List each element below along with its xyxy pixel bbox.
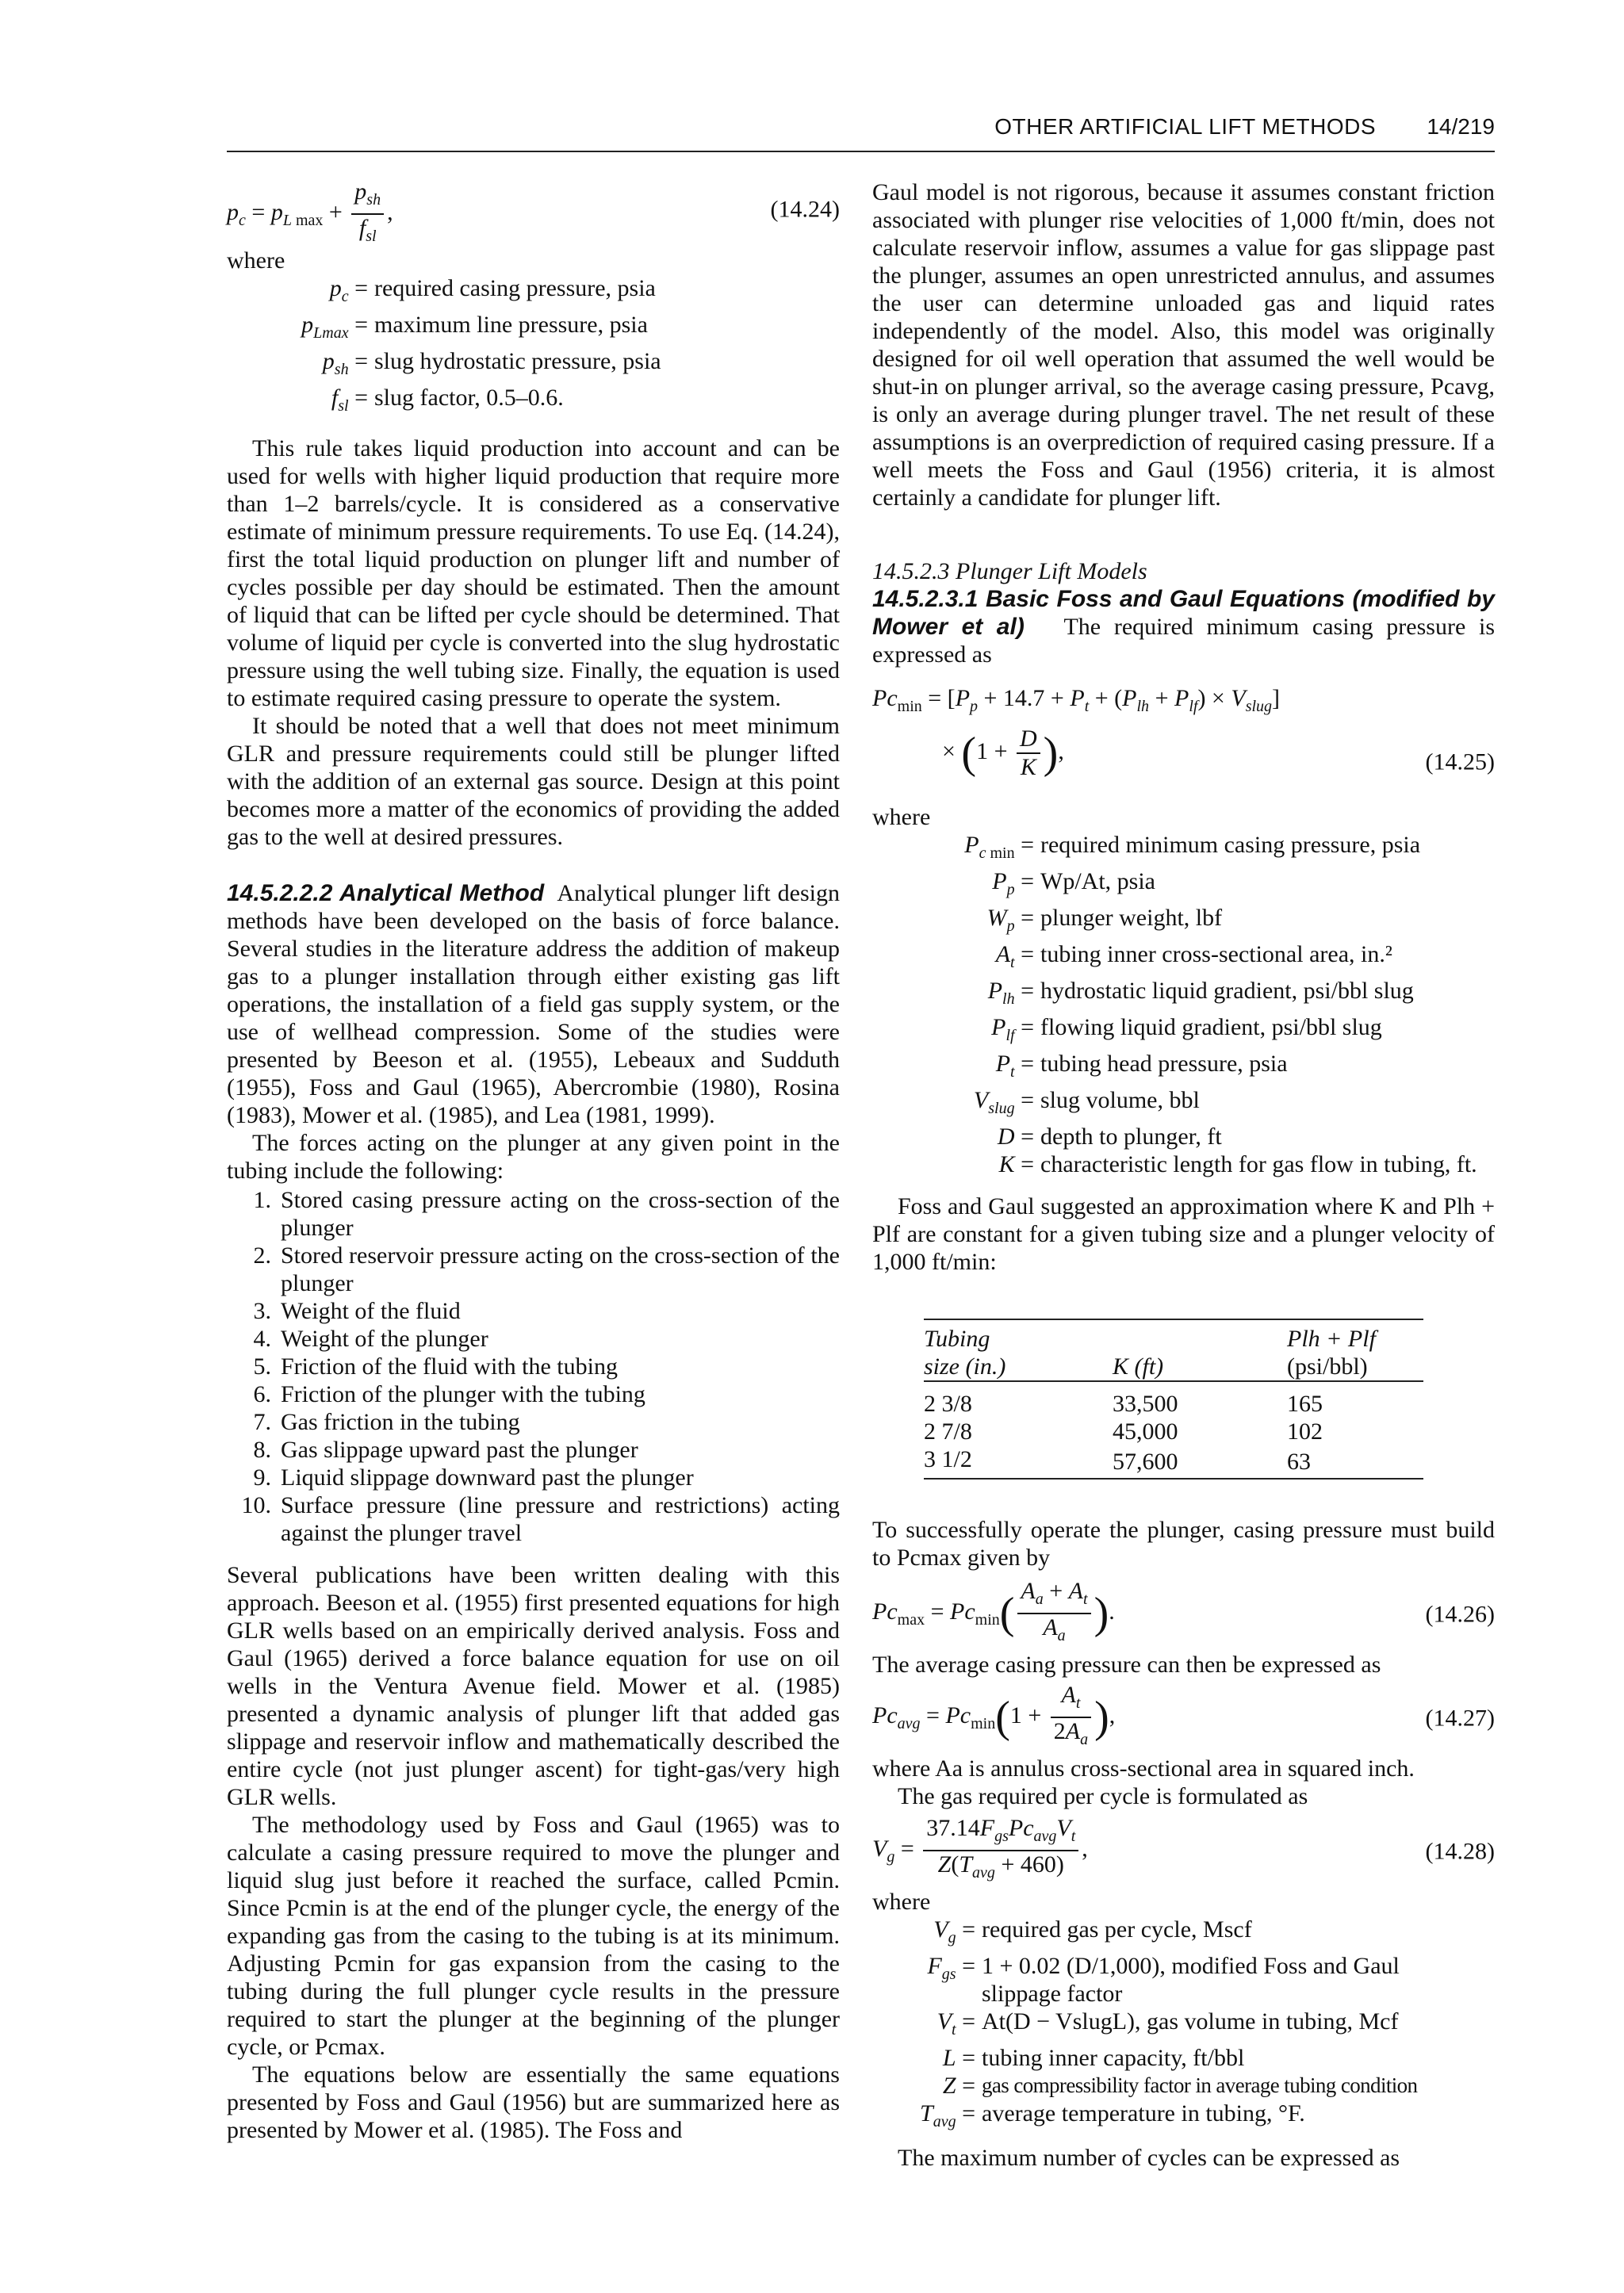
where-def: At(D − VslugL), gas volume in tubing, Mcf	[982, 2008, 1399, 2035]
list-item: 1. Stored casing pressure acting on the cross-section of the plunger	[253, 1187, 840, 1241]
running-title: OTHER ARTIFICIAL LIFT METHODS	[994, 114, 1376, 139]
page-number: 14/219	[1427, 114, 1495, 139]
equation-14-24: $p_c = p_L$ $_{max}$ + $\frac{p_{sh}}{f_{sl}}$ , (14.24)	[227, 178, 840, 245]
left-column	[227, 178, 840, 2144]
paragraph: Gaul model is not rigorous, because it assumes constant friction associated with plunger rise velocities of 1,000 ft/min, does not calculate reservoir inflow, assumes a value for gas slippage past the plunger, assumes an open unrestricted annulus, and assumes the user can determine unloaded gas and liquid rates independently of the model. Also, this model was originally designed for oil well operation that assumed the well would be shut-in on plunger arrival, so the average casing pressure, Pcavg, is only an average during plunger travel. The net result of these assumptions is an overprediction of required casing pressure. If a well meets the Foss and Gaul (1956) criteria, it is almost certainly a candidate for plunger lift.	[872, 179, 1495, 511]
equation-number: (14.27)	[1425, 1705, 1495, 1732]
equation-14-27: $Pc_{avg} = Pc_{min}(1$ + $\frac{A_t}{2A_a}$ ), (14.27)	[872, 1682, 1495, 1748]
equation-number: (14.28)	[1425, 1838, 1495, 1865]
where-def: slug volume, bbl	[1040, 1087, 1200, 1113]
where-label: where	[872, 1889, 931, 1915]
paragraph: The forces acting on the plunger at any given point in the tubing include the following:	[227, 1130, 840, 1184]
where-list: $p_c$ = required casing pressure, psia $p_{Lmax}$ = maximum line pressure, psia $p_{sh}$ = slug hydrostatic pressure, psia $f_{sl}$ = slug factor, 0.5–0.6.	[227, 274, 840, 420]
where-def: tubing inner capacity, ft/bbl	[982, 2045, 1245, 2071]
paragraph: where Aa is annulus cross-sectional area in squared inch.	[872, 1755, 1415, 1782]
section-heading: 14.5.2.2.2 Analytical Method	[227, 880, 545, 906]
list-item: 6. Friction of the plunger with the tubing	[253, 1381, 645, 1407]
table-row: 2 7/8 45,000 102	[924, 1418, 1323, 1445]
where-def: plunger weight, lbf	[1040, 905, 1223, 931]
paragraph: The equations below are essentially the same equations presented by Foss and Gaul (1956) but are summarized here as presented by Mower et al. (1985). The Foss and	[227, 2061, 840, 2143]
where-list: $P_c$ $_{min}$ = required minimum casing pressure, psia $P_p$ = Wp/At, psia $W_p$ = plunger weight, lbf $A_t$ = tubing inner cross-sectional area, in.² $P_{lh}$ = hydrostatic liquid gradient, psi/bbl slug $P_{lf}$ = flowing liquid gradient, psi/bbl slug $P_t$ = tubing head pressure, psia $V_{slug}$ = slug volume, bbl D = depth to plunger, ft K = characteristic length for gas flow in tubing, ft.	[964, 832, 1477, 1177]
paragraph: The gas required per cycle is formulated as	[898, 1783, 1308, 1809]
list-item: 3. Weight of the fluid	[253, 1298, 461, 1324]
where-def: characteristic length for gas flow in tubing, ft.	[1040, 1151, 1477, 1177]
where-def: flowing liquid gradient, psi/bbl slug	[1040, 1014, 1382, 1040]
where-def: depth to plunger, ft	[1040, 1124, 1222, 1150]
force-list	[227, 1186, 840, 1547]
equation-number: (14.25)	[1425, 748, 1495, 775]
subsection-heading: 14.5.2.3 Plunger Lift Models	[872, 558, 1147, 584]
where-def: tubing head pressure, psia	[1040, 1051, 1288, 1077]
where-label: where	[227, 247, 285, 274]
where-def: slug factor, 0.5–0.6.	[374, 385, 564, 411]
paragraph: It should be noted that a well that does not meet minimum GLR and pressure requirements could still be plunger lifted with the addition of an external gas source. Design at this point becomes more a matter of the economics of providing the added gas to the well at desired pressures.	[227, 713, 840, 850]
list-item: 8. Gas slippage upward past the plunger	[253, 1437, 638, 1463]
equation-14-28: $V_g$ = $\frac{37.14F_{gs}Pc_{avg}V_t}{Z(T_{avg} + 460)}$ , (14.28)	[872, 1815, 1495, 1881]
paragraph: Analytical plunger lift design methods have been developed on the basis of force balance. Several studies in the literature address the addition of makeup gas to a plunger installation through either existing gas lift operations, the installation of a field gas supply system, or the use of wellhead compression. Some of the studies were presented by Beeson et al. (1955), Lebeaux and Sudduth (1955), Foss and Gaul (1965), Abercrombie (1980), Rosina (1983), Mower et al. (1985), and Lea (1981, 1999).	[227, 880, 840, 1128]
where-def: hydrostatic liquid gradient, psi/bbl slug	[1040, 978, 1414, 1004]
table-header-row: size (in.) K (ft) (psi/bbl)	[924, 1353, 1423, 1381]
where-def: Wp/At, psia	[1040, 868, 1155, 894]
where-def: 1 + 0.02 (D/1,000), modified Foss and Gaul slippage factor	[982, 1953, 1400, 2007]
where-def: required casing pressure, psia	[374, 275, 656, 301]
where-def: required minimum casing pressure, psia	[1040, 832, 1421, 858]
where-def: tubing inner cross-sectional area, in.²	[1040, 941, 1392, 967]
paragraph: Several publications have been written dealing with this approach. Beeson et al. (1955) first presented equations for high GLR wells based on an empirically derived analysis. Foss and Gaul (1965) derived a force balance equation for use on oil wells in the Ventura Avenue field. Mower et al. (1985) presented a dynamic analysis of plunger lift that added gas slippage and reservoir inflow and mathematically described the entire cycle (not just plunger ascent) for tight-gas/very high GLR wells.	[227, 1562, 840, 1810]
equation-14-25: $Pc_{min} = [P_p + 14.7 + P_t + (P_{lh} + P_{lf}) \times V_{slug}]$ × (1 + $\frac{D}{K}$ ), (14.25)	[872, 685, 1495, 780]
equation-number: (14.26)	[1425, 1601, 1495, 1628]
where-def: slug hydrostatic pressure, psia	[374, 348, 661, 374]
paragraph: Foss and Gaul suggested an approximation where K and Plh + Plf are constant for a given tubing size and a plunger velocity of 1,000 ft/min:	[872, 1193, 1495, 1275]
where-def: average temperature in tubing, °F.	[982, 2100, 1305, 2126]
list-item: 9. Liquid slippage downward past the plunger	[253, 1464, 694, 1491]
tubing-table	[924, 1319, 1423, 1480]
subsection-paragraph	[872, 585, 1495, 668]
list-item: 10. Surface pressure (line pressure and restrictions) acting against the plunger travel	[241, 1492, 840, 1546]
paragraph: The methodology used by Foss and Gaul (1965) was to calculate a casing pressure required to move the plunger and liquid slug just before it reached the surface, called Pcmin. Since Pcmin is at the end of the plunger cycle, the energy of the expanding gas from the casing to the tubing is at its minimum. Adjusting Pcmin for gas expansion from the casing to the tubing during the full plunger cycle results in the pressure required to start the plunger at the beginning of the plunger cycle, or Pcmax.	[227, 1812, 840, 2060]
list-item: 5. Friction of the fluid with the tubing	[253, 1353, 618, 1380]
where-def: gas compressibility factor in average tubing condition	[982, 2073, 1418, 2097]
where-label: where	[872, 804, 931, 830]
list-item: 7. Gas friction in the tubing	[253, 1409, 520, 1435]
equation-14-26: $Pc_{max} = Pc_{min}$( $\frac{A_a + A_t}{A_a}$ ). (14.26)	[872, 1578, 1495, 1644]
paragraph: The average casing pressure can then be expressed as	[872, 1652, 1381, 1678]
list-item: 2. Stored reservoir pressure acting on the cross-section of the plunger	[253, 1242, 840, 1296]
paragraph: To successfully operate the plunger, casing pressure must build to Pcmax given by	[872, 1517, 1495, 1571]
paragraph: The required minimum casing pressure is expressed as	[872, 614, 1495, 668]
subsection-heading: 14.5.2.3.1 Basic Foss and Gaul Equations (modified by Mower et al)	[872, 586, 1495, 640]
list-item: 4. Weight of the plunger	[253, 1326, 488, 1352]
where-def: maximum line pressure, psia	[374, 312, 648, 338]
table-row: 2 3/8 33,500 165	[924, 1391, 1323, 1417]
paragraph: The maximum number of cycles can be expressed as	[898, 2145, 1400, 2171]
right-column	[872, 178, 1495, 2172]
table-row: 3 1/2 57,600 63	[924, 1445, 1423, 1479]
paragraph: This rule takes liquid production into account and can be used for wells with higher liquid production that require more than 1–2 barrels/cycle. It is considered as a conservative estimate of minimum pressure requirements. To use Eq. (14.24), first the total liquid production on plunger lift and number of cycles possible per day should be estimated. Then the amount of liquid that can be lifted per cycle should be determined. That volume of liquid per cycle is converted into the slug hydrostatic pressure using the well tubing size. Finally, the equation is used to estimate required casing pressure to operate the system.	[227, 435, 840, 711]
equation-number: (14.24)	[770, 196, 840, 223]
section-paragraph	[227, 879, 840, 1129]
running-header	[227, 109, 1495, 152]
where-list: $V_g$ = required gas per cycle, Mscf $F_{gs}$ = 1 + 0.02 (D/1,000), modified Foss and Gaul slippage factor $V_t$ = At(D − VslugL), gas volume in tubing, Mcf L = tubing inner capacity, ft/bbl Z = gas compressibility factor in average tubing condition $T_{avg}$ = average temperature in tubing, °F.	[872, 1916, 1495, 2136]
where-def: required gas per cycle, Mscf	[982, 1916, 1252, 1943]
table-header-row: Tubing Plh + Plf	[924, 1326, 1376, 1352]
